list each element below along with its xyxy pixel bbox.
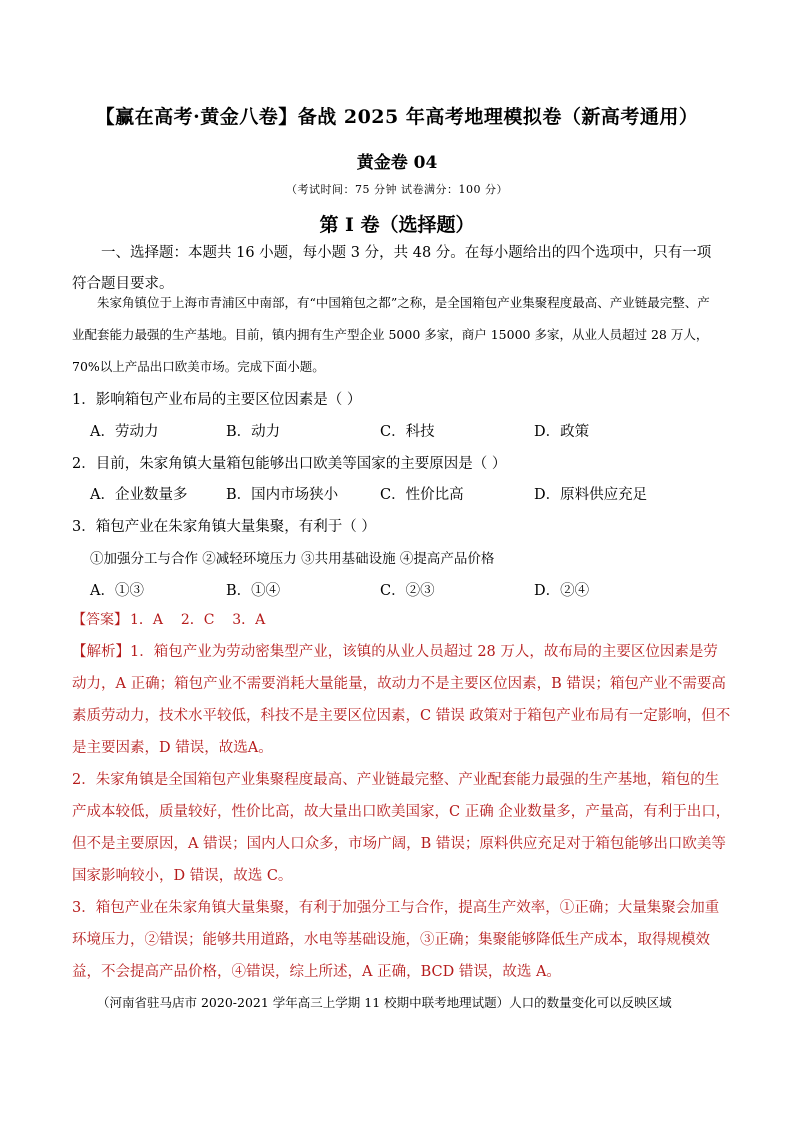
question-3-stem: 3．箱包产业在朱家角镇大量集聚，有利于（ ） — [72, 519, 376, 535]
reading-passage: 朱家角镇位于上海市青浦区中南部，有“中国箱包之都”之称，是全国箱包产业集聚程度最高、产业链最完整、产业配套能力最强的生产基地。目前，镇内拥有生产型企业 5000 多家，商户 15000 多家，从业人员超过 28 万人，70%以上产品出口欧美市场。完成下面小题。 — [72, 295, 710, 374]
question-1-stem: 1．影响箱包产业布局的主要区位因素是（ ） — [72, 392, 362, 408]
question-1-option-d: D．政策 — [534, 424, 590, 440]
answer-label: 【答案】 — [72, 612, 128, 628]
question-3-option-d: D．②④ — [534, 583, 590, 599]
question-1-option-a: A．劳动力 — [90, 424, 159, 440]
section-instructions: 一、选择题：本题共 16 小题，每小题 3 分，共 48 分。在每小题给出的四个选项中，只有一项符合题目要求。 — [72, 245, 712, 292]
answer-values: 1．A 2．C 3．A — [130, 612, 266, 628]
question-2-option-c: C．性价比高 — [380, 487, 464, 503]
explanation-text-1: 1．箱包产业为劳动密集型产业，该镇的从业人员超过 28 万人，故布局的主要区位因素是劳动力，A 正确；箱包产业不需要消耗大量能量，故动力不是主要区位因素，B 错误；箱包产业不需要高素质劳动力，技术水平较低，科技不是主要区位因素，C 错误 政策对于箱包产业布局有一定影响，但不是主要因素，D 错误，故选A。 — [72, 644, 731, 756]
explanation-label: 【解析】 — [72, 644, 130, 660]
question-2-option-b: B．国内市场狭小 — [226, 487, 339, 503]
question-2-option-d: D．原料供应充足 — [534, 487, 648, 503]
exam-info: （考试时间：75 分钟 试卷满分：100 分） — [286, 183, 508, 196]
answer-line — [72, 609, 265, 629]
question-3-option-b: B．①④ — [226, 583, 281, 599]
question-2-option-a: A．企业数量多 — [90, 487, 188, 503]
question-3-statements: ①加强分工与合作 ②减轻环境压力 ③共用基础设施 ④提高产品价格 — [90, 551, 495, 567]
question-3-option-c: C．②③ — [380, 583, 435, 599]
section-title: 第 I 卷（选择题） — [319, 214, 475, 236]
explanation-paragraph-1 — [72, 636, 732, 764]
explanation-paragraph-3: 3．箱包产业在朱家角镇大量集聚，有利于加强分工与合作，提高生产效率，①正确；大量集聚会加重环境压力，②错误；能够共用道路，水电等基础设施，③正确；集聚能够降低生产成本，取得规模效益，不会提高产品价格，④错误，综上所述，A 正确，BCD 错误，故选 A。 — [72, 900, 720, 980]
question-3-option-a: A．①③ — [90, 583, 144, 599]
question-1-option-c: C．科技 — [380, 424, 435, 440]
next-passage-intro: （河南省驻马店市 2020-2021 学年高三上学期 11 校期中联考地理试题）人口的数量变化可以反映区域 — [97, 995, 672, 1010]
document-title: 【赢在高考·黄金八卷】备战 2025 年高考地理模拟卷（新高考通用） — [95, 106, 699, 128]
paper-subtitle: 黄金卷 04 — [356, 153, 438, 173]
question-1-option-b: B．动力 — [226, 424, 281, 440]
question-2-stem: 2．目前，朱家角镇大量箱包能够出口欧美等国家的主要原因是（ ） — [72, 456, 507, 472]
explanation-paragraph-2: 2．朱家角镇是全国箱包产业集聚程度最高、产业链最完整、产业配套能力最强的生产基地，箱包的生产成本较低，质量较好，性价比高，故大量出口欧美国家，C 正确 企业数量多，产量高，有利于出口，但不是主要原因，A 错误；国内人口众多，市场广阔，B 错误；原料供应充足对于箱包能够出口欧美等国家影响较小，D 错误，故选 C。 — [72, 772, 731, 884]
